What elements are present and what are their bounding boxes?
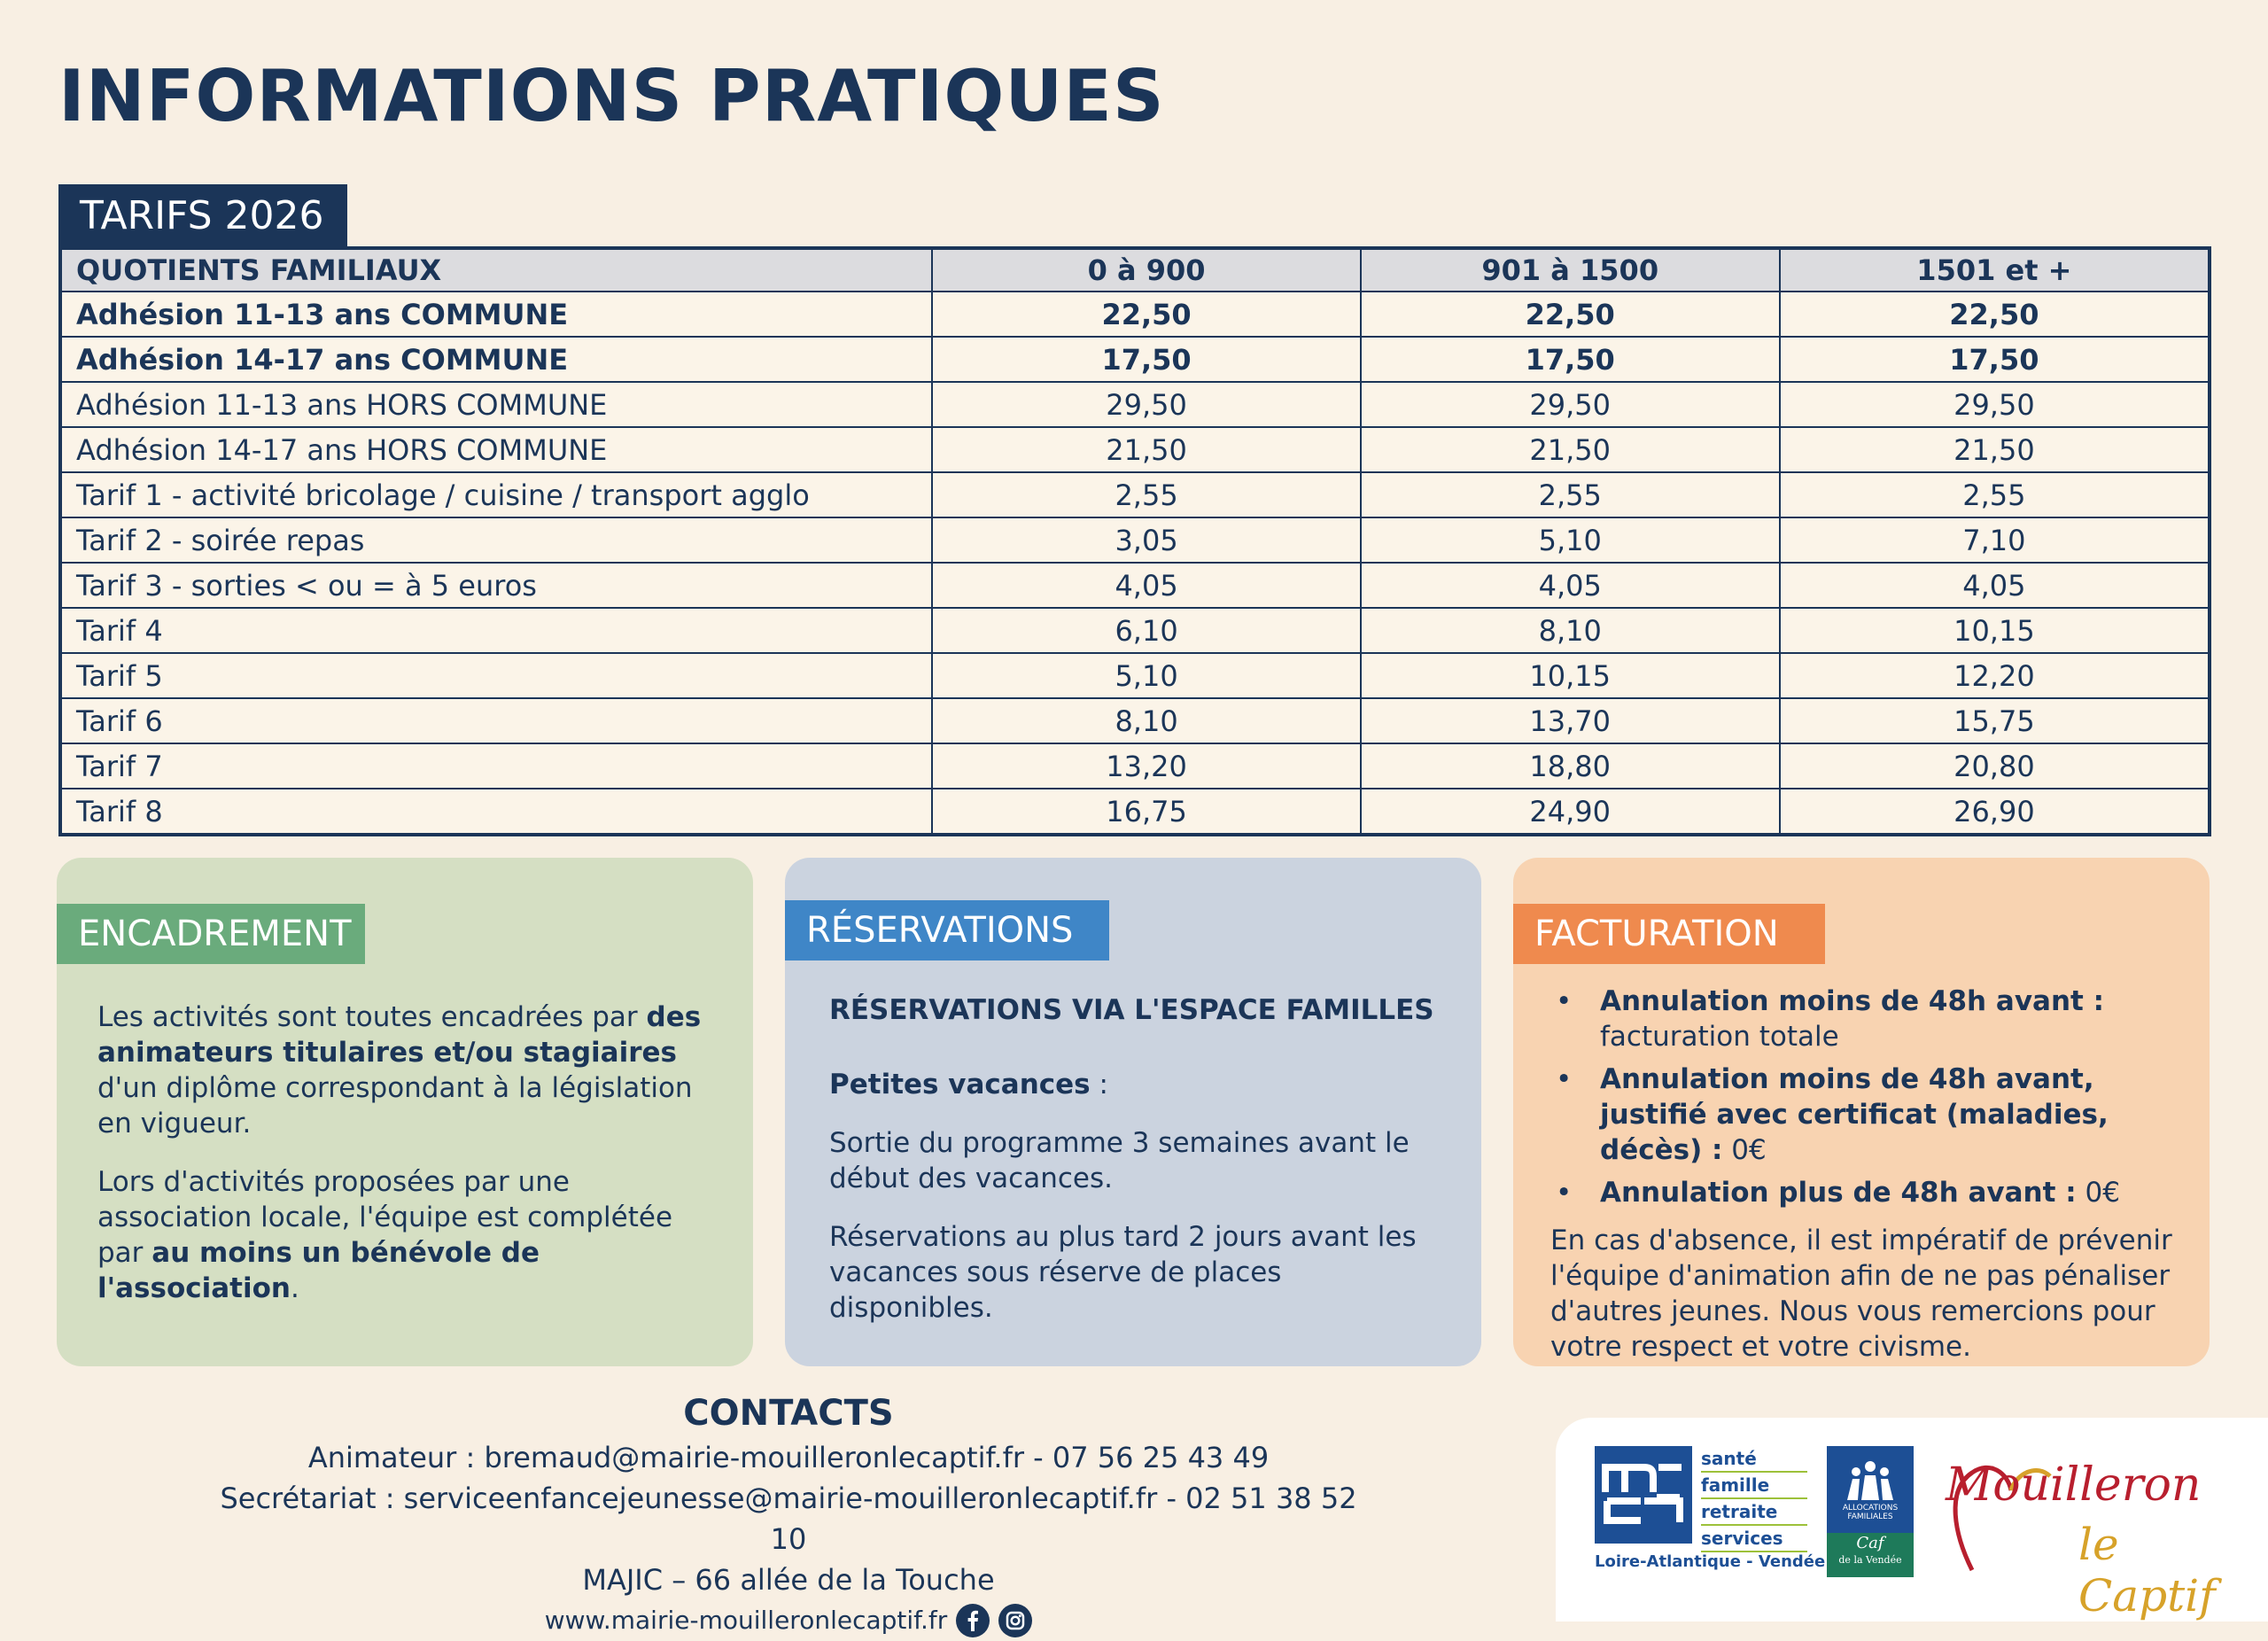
tarif-label: Tarif 4 — [60, 608, 932, 653]
reservations-subheading — [829, 1067, 1446, 1102]
bullet-icon: • — [1556, 985, 1573, 1017]
tarif-value: 21,50 — [932, 427, 1360, 472]
tarif-label: Tarif 2 - soirée repas — [60, 517, 932, 563]
encadrement-paragraph-2 — [97, 1164, 718, 1306]
tarif-value: 21,50 — [1780, 427, 2210, 472]
tarif-value: 12,20 — [1780, 653, 2210, 698]
tarif-label: Adhésion 11-13 ans HORS COMMUNE — [60, 382, 932, 427]
encadrement-paragraph-1 — [97, 999, 718, 1141]
msa-tagline — [1701, 1446, 1807, 1552]
website-link[interactable]: www.mairie-mouilleronlecaptif.fr — [544, 1606, 948, 1635]
msa-mark-icon — [1595, 1446, 1692, 1544]
tarif-value: 4,05 — [1780, 563, 2210, 608]
caf-name: Caf — [1856, 1534, 1884, 1552]
facturation-item-text: 0€ — [2076, 1177, 2120, 1209]
tarifs-tab: TARIFS 2026 — [58, 184, 347, 248]
msa-word: services — [1701, 1526, 1807, 1552]
town-name-line-2: le Captif — [2078, 1519, 2216, 1622]
tarif-value: 15,75 — [1780, 698, 2210, 743]
facturation-tab: FACTURATION — [1513, 904, 1825, 964]
tarif-value: 4,05 — [932, 563, 1360, 608]
caf-name-band — [1827, 1533, 1914, 1577]
bullet-icon: • — [1556, 1063, 1573, 1095]
tarif-label: Tarif 1 - activité bricolage / cuisine / transport agglo — [60, 472, 932, 517]
tarif-value: 29,50 — [932, 382, 1360, 427]
encadrement-p1-end: d'un diplôme correspondant à la législation en vigueur. — [97, 1072, 693, 1139]
tarif-value: 7,10 — [1780, 517, 2210, 563]
tarif-value: 17,50 — [1361, 337, 1780, 382]
tarif-value: 16,75 — [932, 789, 1360, 835]
tarif-value: 21,50 — [1361, 427, 1780, 472]
contact-secretariat: Secrétariat : serviceenfancejeunesse@mairie-mouilleronlecaptif.fr - 02 51 38 52 10 — [220, 1482, 1357, 1556]
tarif-value: 17,50 — [1780, 337, 2210, 382]
partner-logos — [1556, 1418, 2268, 1622]
encadrement-p2-text: Lors d'activités proposées par une association locale, l'équipe est complétée par — [97, 1166, 673, 1269]
tarif-row — [60, 472, 2210, 517]
contacts-title: CONTACTS — [683, 1393, 894, 1434]
tarif-value: 29,50 — [1361, 382, 1780, 427]
encadrement-p2-bold: au moins un bénévole de l'association — [97, 1237, 540, 1304]
tarif-label: Adhésion 11-13 ans COMMUNE — [60, 292, 932, 337]
tarif-label: Tarif 3 - sorties < ou = à 5 euros — [60, 563, 932, 608]
tarif-value: 13,70 — [1361, 698, 1780, 743]
tarif-row — [60, 563, 2210, 608]
petites-vacances-label: Petites vacances — [829, 1069, 1091, 1100]
tarif-value: 26,90 — [1780, 789, 2210, 835]
reservations-heading: RÉSERVATIONS VIA L'ESPACE FAMILLES — [829, 994, 1434, 1026]
encadrement-p1-bold: des animateurs titulaires et/ou stagiaires — [97, 1001, 702, 1069]
caf-family-icon — [1827, 1446, 1914, 1533]
header-quotients: QUOTIENTS FAMILIAUX — [60, 248, 932, 292]
tarif-row — [60, 789, 2210, 835]
petites-vacances-suffix: : — [1090, 1069, 1108, 1100]
contacts-section — [213, 1393, 1364, 1641]
tarif-row — [60, 292, 2210, 337]
tarif-value: 8,10 — [1361, 608, 1780, 653]
tarifs-table — [58, 246, 2211, 836]
reservations-tab: RÉSERVATIONS — [785, 900, 1109, 960]
tarif-label: Tarif 6 — [60, 698, 932, 743]
tarif-value: 24,90 — [1361, 789, 1780, 835]
tarif-row — [60, 427, 2210, 472]
caf-alloc-text: ALLOCATIONS FAMILIALES — [1842, 1504, 1899, 1521]
tarif-label: Adhésion 14-17 ans HORS COMMUNE — [60, 427, 932, 472]
tarif-value: 2,55 — [1780, 472, 2210, 517]
tarif-value: 22,50 — [1361, 292, 1780, 337]
contact-animateur: Animateur : bremaud@mairie-mouilleronlecaptif.fr - 07 56 25 43 49 — [307, 1441, 1270, 1474]
msa-word: santé — [1701, 1446, 1807, 1473]
tarif-value: 22,50 — [932, 292, 1360, 337]
tarif-value: 6,10 — [932, 608, 1360, 653]
facturation-item — [1550, 984, 2174, 1054]
tarif-row — [60, 382, 2210, 427]
tarif-value: 2,55 — [1361, 472, 1780, 517]
facturation-card — [1513, 858, 2210, 1366]
tarif-row — [60, 653, 2210, 698]
tarif-value: 2,55 — [932, 472, 1360, 517]
tarif-value: 4,05 — [1361, 563, 1780, 608]
town-name-line-1: Mouilleron — [1946, 1458, 2202, 1512]
facturation-item — [1550, 1175, 2174, 1210]
tarif-row — [60, 517, 2210, 563]
tarif-value: 10,15 — [1780, 608, 2210, 653]
contact-address: MAJIC – 66 allée de la Touche — [582, 1563, 995, 1597]
encadrement-card — [57, 858, 753, 1366]
encadrement-tab: ENCADREMENT — [57, 904, 365, 964]
header-col-2: 901 à 1500 — [1361, 248, 1780, 292]
msa-region: Loire-Atlantique - Vendée — [1595, 1552, 1826, 1571]
tarif-value: 8,10 — [932, 698, 1360, 743]
tarif-value: 10,15 — [1361, 653, 1780, 698]
reservations-card — [785, 858, 1481, 1366]
facturation-item — [1550, 1062, 2174, 1168]
tarif-label: Tarif 5 — [60, 653, 932, 698]
facturation-item-text: facturation totale — [1600, 1021, 1839, 1053]
encadrement-p1-text: Les activités sont toutes encadrées par — [97, 1001, 647, 1033]
tarif-value: 20,80 — [1780, 743, 2210, 789]
tarif-value: 18,80 — [1361, 743, 1780, 789]
tarif-label: Tarif 8 — [60, 789, 932, 835]
facturation-item-bold: Annulation moins de 48h avant : — [1600, 985, 2105, 1017]
tarif-value: 29,50 — [1780, 382, 2210, 427]
tarif-row — [60, 743, 2210, 789]
facturation-note: En cas d'absence, il est impératif de prévenir l'équipe d'animation afin de ne pas pénaliser d'autres jeunes. Nous vous remercions pour votre respect et votre civisme. — [1550, 1225, 2172, 1363]
facturation-item-text: 0€ — [1722, 1134, 1767, 1166]
tarif-value: 3,05 — [932, 517, 1360, 563]
msa-word: retraite — [1701, 1499, 1807, 1526]
header-col-1: 0 à 900 — [932, 248, 1360, 292]
msa-logo — [1595, 1446, 1826, 1577]
caf-dept: de la Vendée — [1838, 1554, 1902, 1566]
instagram-icon[interactable] — [998, 1604, 1032, 1637]
encadrement-body — [97, 999, 718, 1329]
facturation-body — [1550, 984, 2174, 1388]
facturation-item-bold: Annulation moins de 48h avant, justifié avec certificat (maladies, décès) : — [1600, 1063, 2109, 1166]
facturation-list — [1550, 984, 2174, 1210]
reservations-paragraph-2: Réservations au plus tard 2 jours avant les vacances sous réserve de places disponibles. — [829, 1221, 1417, 1324]
tarif-value: 22,50 — [1780, 292, 2210, 337]
reservations-body — [829, 992, 1446, 1349]
bullet-icon: • — [1556, 1177, 1573, 1209]
facturation-item-bold: Annulation plus de 48h avant : — [1600, 1177, 2077, 1209]
tarif-label: Adhésion 14-17 ans COMMUNE — [60, 337, 932, 382]
town-logo — [1946, 1437, 2256, 1622]
tarif-label: Tarif 7 — [60, 743, 932, 789]
reservations-paragraph-1: Sortie du programme 3 semaines avant le début des vacances. — [829, 1127, 1410, 1194]
encadrement-p2-end: . — [290, 1272, 299, 1304]
page-title: INFORMATIONS PRATIQUES — [58, 55, 1165, 137]
tarif-value: 13,20 — [932, 743, 1360, 789]
caf-logo — [1827, 1446, 1914, 1577]
tarif-row — [60, 608, 2210, 653]
tarifs-header-row — [60, 248, 2210, 292]
website-row — [545, 1600, 1033, 1641]
tarif-row — [60, 698, 2210, 743]
tarif-row — [60, 337, 2210, 382]
tarif-value: 17,50 — [932, 337, 1360, 382]
tarif-value: 5,10 — [1361, 517, 1780, 563]
msa-word: famille — [1701, 1473, 1807, 1499]
tarif-value: 5,10 — [932, 653, 1360, 698]
header-col-3: 1501 et + — [1780, 248, 2210, 292]
facebook-icon[interactable] — [956, 1604, 990, 1637]
